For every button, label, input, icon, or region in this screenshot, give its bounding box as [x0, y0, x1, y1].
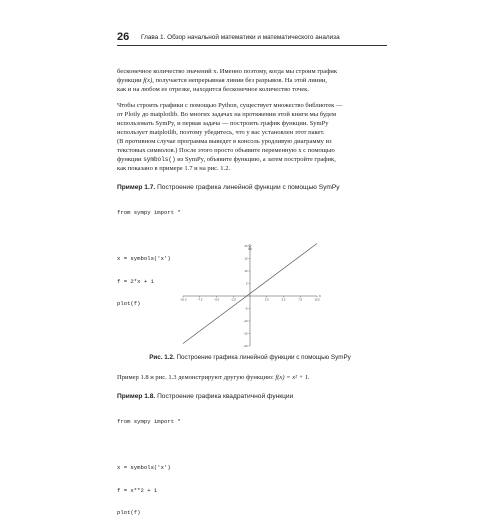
code-line: x = symbols('x'): [117, 254, 171, 262]
example-title: Построение графика квадратичной функции: [155, 393, 294, 400]
text-run: Пример 1.8 и рис. 1.3 демонстрируют другую функцию:: [117, 374, 276, 381]
paragraph-1-line-2: [117, 76, 387, 85]
paragraph-2-line-3: использовать SymPy, и первая задача — построить график функции. SymPy: [117, 120, 329, 127]
x-tick-label: −2.5: [230, 298, 236, 302]
x-tick-label: −7.5: [197, 298, 203, 302]
example-1-7-caption: [117, 183, 340, 192]
code-line: from sympy import *: [117, 418, 181, 426]
example-label: Пример 1.7.: [117, 184, 156, 191]
x-tick-label: −5.0: [213, 298, 220, 302]
math-fx: f(x): [143, 77, 153, 84]
text-run: из SymPy, объявите функцию, а затем постройте график,: [175, 156, 336, 163]
paragraph-1-line-1: бесконечное количество значений x. Именно поэтому, когда мы строим график: [117, 68, 338, 75]
paragraph-2-line-6: текстовых символов.) После этого просто объявите переменную x с помощью: [117, 147, 335, 154]
x-tick-label: 5.0: [281, 298, 286, 302]
y-tick-label: −5: [244, 307, 248, 311]
example-label: Пример 1.8.: [117, 393, 156, 400]
figure-1-2-caption: [0, 353, 500, 362]
x-tick-label: −10.0: [179, 298, 187, 302]
y-tick-label: −10: [242, 320, 248, 323]
text-run: , получается непрерывная линии без разрывов. На этой линии,: [152, 77, 327, 84]
code-line: from sympy import *: [117, 209, 181, 217]
code-line: f = 2*x + 1: [117, 277, 154, 285]
paragraph-2-line-7: [117, 155, 387, 164]
header-title: Глава 1. Обзор начальной математики и математического анализа: [141, 34, 340, 41]
y-tick-label: 20: [244, 245, 248, 248]
text-run: функции: [117, 156, 144, 163]
code-line: f = x**2 + 1: [117, 486, 158, 494]
example-1-8-caption: [117, 392, 293, 401]
example-title: Построение графика линейной функции с помощью SymPy: [155, 184, 340, 191]
page-number: 26: [117, 31, 130, 43]
y-tick-label: −20: [242, 345, 248, 348]
paragraph-3-line-1: [117, 373, 387, 382]
text-run: функции: [117, 77, 144, 84]
y-tick-label: 15: [244, 257, 248, 261]
paragraph-1-line-3: как и на любом ее отрезке, находится бесконечное количество точек.: [117, 86, 309, 93]
figure-caption-text: Построение графика линейной функции с помощью SymPy: [174, 354, 351, 361]
math-formula: f(x) = x² + 1.: [275, 374, 310, 381]
y-axis-label: f(x): [247, 244, 253, 251]
paragraph-2-line-2: от Plotly до matplotlib. Во многих задачах на протяжении этой книги мы будем: [117, 111, 337, 118]
paragraph-1: [117, 67, 387, 94]
paragraph-2: [117, 101, 387, 173]
inline-code: symbols(): [143, 156, 176, 163]
linear-function-plot: [175, 238, 325, 350]
x-tick-label: 10.0: [314, 298, 320, 302]
x-axis-label: x: [319, 293, 321, 299]
code-line: plot(f): [117, 300, 141, 308]
header-rule: [117, 45, 387, 46]
page-header: [117, 31, 387, 47]
code-line: x = symbols('x'): [117, 463, 171, 471]
paragraph-2-line-1: Чтобы строить графики с помощью Python, существует множество библиотек —: [117, 102, 343, 109]
y-tick-label: −15: [242, 332, 248, 336]
paragraph-3: [117, 373, 387, 382]
code-line: [117, 232, 181, 240]
example-1-7-code: [117, 194, 181, 316]
paragraph-2-line-8: как показано в примере 1.7 и на рис. 1.2.: [117, 165, 231, 172]
y-tick-label: 10: [244, 270, 248, 273]
code-line: plot(f): [117, 509, 141, 517]
paragraph-2-line-5: (В противном случае программа выведет в консоль уродливую диаграмму из: [117, 138, 332, 145]
paragraph-2-line-4: использует matplotlib, поэтому убедитесь, что у вас установлен этот пакет.: [117, 129, 325, 136]
example-1-8-code: [117, 403, 181, 525]
code-line: [117, 441, 181, 449]
figure-label: Рис. 1.2.: [149, 354, 175, 361]
x-tick-label: 2.5: [264, 298, 269, 302]
x-tick-label: 7.5: [298, 298, 303, 302]
y-tick-label: 5: [246, 282, 248, 286]
